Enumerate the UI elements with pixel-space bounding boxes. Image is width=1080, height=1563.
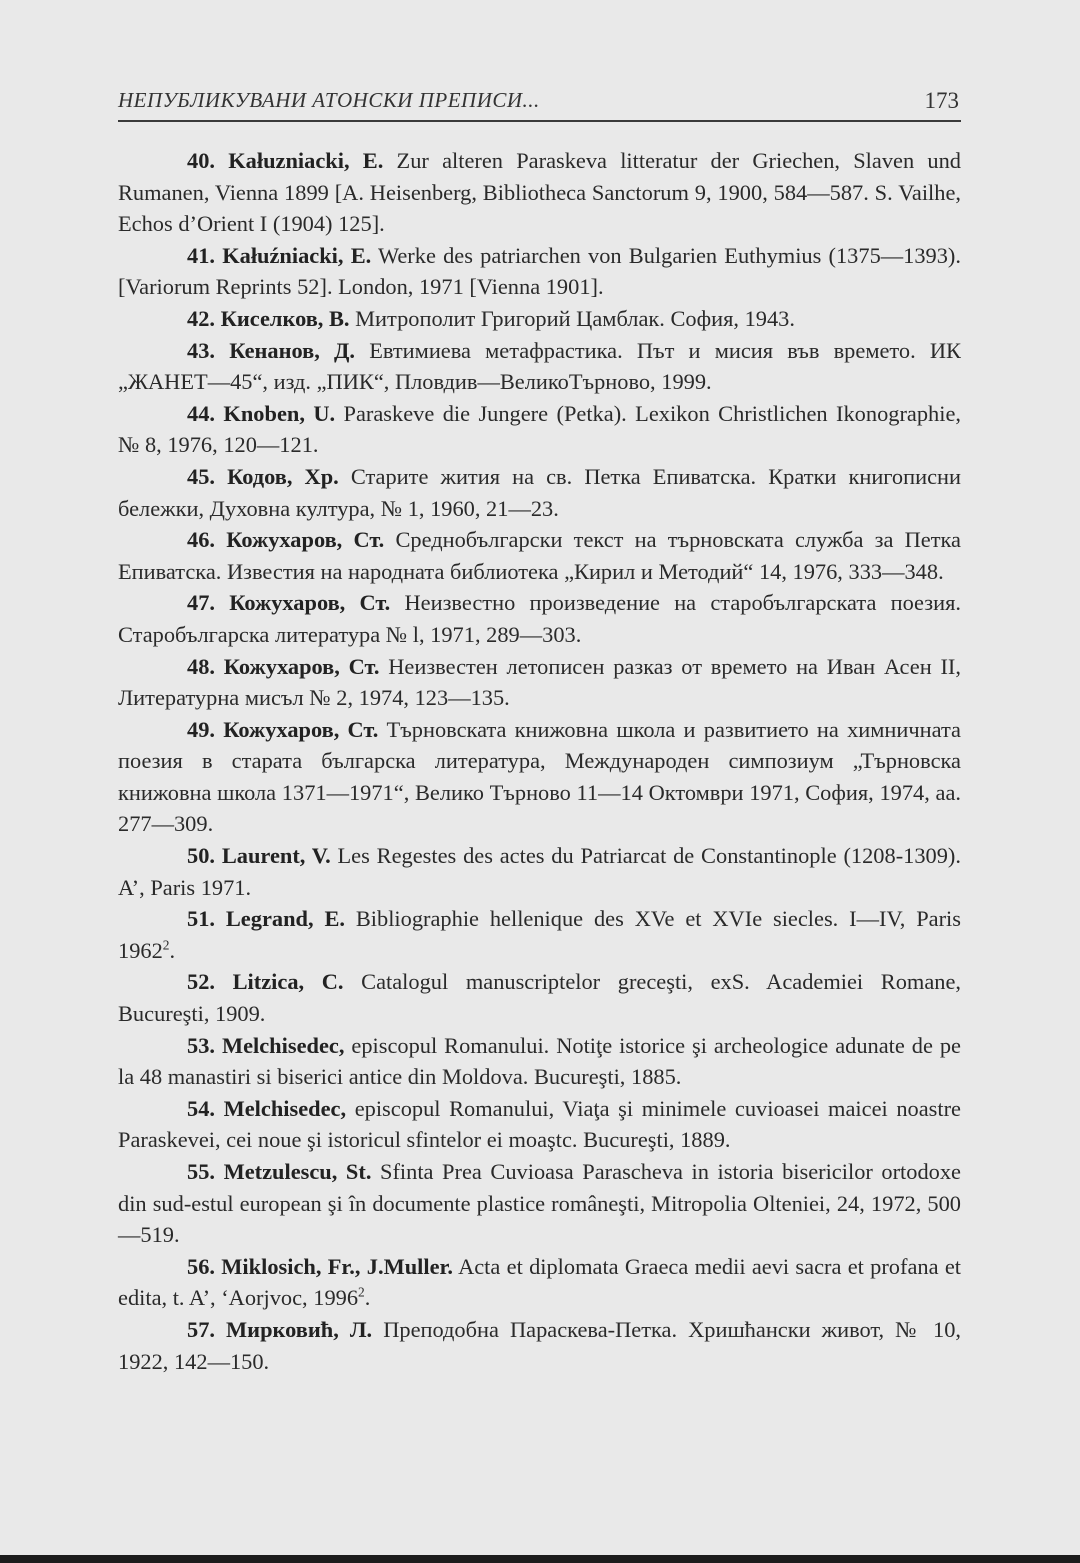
entry-author: Kałuzniacki, E.	[228, 148, 384, 173]
entry-number: 42.	[187, 305, 215, 331]
entry-author: Legrand, E.	[225, 906, 345, 932]
scan-edge-shadow	[0, 1555, 1080, 1563]
entry-number: 51.	[187, 906, 215, 932]
entry-text: Митрополит Григорий Цамблак. София, 1943.	[349, 305, 795, 331]
entry-text: episcopul Romanului. Notiţe istorice şi archeologice adunate de pe la 48 manastiri si biserici antice din Moldova. Bucureşti, 1885.	[118, 1032, 961, 1090]
bibliography-list	[118, 145, 961, 1377]
bibliography-entry	[118, 1030, 961, 1093]
entry-author: Кенанов, Д.	[229, 337, 356, 363]
bibliography-entry	[118, 145, 961, 240]
entry-author: Мирковић, Л.	[226, 1316, 373, 1342]
entry-author: Litzica, C.	[232, 969, 344, 995]
entry-number: 55.	[187, 1159, 215, 1184]
entry-text: Среднобългарски текст на търновската служба за Петка Епиватска. Известия на народната библиотека „Кирил и Методий“ 14, 1976, 333—348.	[118, 527, 961, 584]
entry-text: Неизвестно произведение на старобългарската поезия. Старобългарска литература № l, 1971, 289—303.	[118, 590, 961, 647]
entry-tail: .	[169, 937, 176, 963]
entry-text: Преподобна Параскева-Петка. Хришћански живот, № 10, 1922, 142—150.	[118, 1316, 961, 1374]
entry-text: Werke des patriarchen von Bulgarien Euthymius (1375—1393). [Variorum Reprints 52]. London, 1971 [Vienna 1901].	[118, 242, 961, 300]
bibliography-entry	[118, 903, 961, 966]
entry-text: Acta et diplomata Graeca medii aevi sacra et profana et edita, t. A’, ‘Aorjvoc, 1996	[118, 1253, 961, 1311]
bibliography-entry	[118, 1156, 961, 1251]
entry-number: 53.	[187, 1032, 215, 1058]
entry-text: Евтимиева метафрастика. Път и мисия във времето. ИК „ЖАНЕТ—45“, изд. „ПИК“, Пловдив—ВеликоТърново, 1999.	[118, 337, 961, 395]
bibliography-entry	[118, 524, 961, 587]
entry-number: 41.	[187, 242, 215, 268]
entry-number: 43.	[187, 337, 215, 363]
entry-number: 54.	[187, 1095, 215, 1121]
entry-number: 48.	[187, 653, 215, 679]
entry-text: Paraskeve die Jungere (Petka). Lexikon Christlichen Ikonographie, № 8, 1976, 120—121.	[118, 400, 962, 458]
bibliography-entry	[118, 398, 961, 461]
entry-text: Zur alteren Paraskeva litteratur der Griechen, Slaven und Rumanen, Vienna 1899 [A. Heisenberg, Bibliotheca Sanctorum 9, 1900, 584—587. S. Vailhe, Echos d’Orient I (1904) 125].	[118, 148, 961, 237]
entry-author: Melchisedec,	[221, 1032, 345, 1058]
entry-number: 47.	[187, 590, 215, 616]
entry-text: Les Regestes des actes du Patriarcat de Constantinople (1208-1309). A’, Paris 1971.	[118, 843, 961, 900]
entry-author: Metzulescu, St.	[223, 1159, 372, 1184]
edition-superscript: 2	[358, 1284, 365, 1300]
running-title: НЕПУБЛИКУВАНИ АТОНСКИ ПРЕПИСИ...	[118, 88, 540, 112]
entry-text: episcopul Romanului, Viaţa şi minimele cuvioasei maicei noastre Paraskevei, cei noue şi istoricul sfintelor ei moaştc. Bucureşti, 1889.	[118, 1095, 961, 1153]
entry-text: Bibliographie hellenique des XVe et XVIe siecles. I—IV, Paris 1962	[118, 906, 961, 963]
entry-number: 40.	[187, 148, 215, 173]
bibliography-entry	[118, 1251, 961, 1314]
bibliography-entry	[118, 651, 961, 714]
entry-text: Sfinta Prea Cuvioasa Parascheva in istoria bisericilor ortodoxe din sud-estul european şi în documente plastice româneşti, Mitropolia Olteniei, 24, 1972, 500—519.	[118, 1159, 961, 1248]
entry-number: 45.	[187, 463, 215, 489]
entry-number: 52.	[187, 969, 215, 995]
entry-author: Кожухаров, Ст.	[229, 590, 391, 616]
entry-author: Melchisedec,	[223, 1095, 347, 1121]
entry-number: 49.	[187, 716, 215, 742]
entry-number: 44.	[187, 400, 215, 426]
bibliography-entry	[118, 714, 961, 840]
entry-author: Kałuźniacki, E.	[222, 242, 372, 268]
entry-number: 46.	[187, 527, 215, 553]
bibliography-entry	[118, 461, 961, 524]
bibliography-entry	[118, 303, 961, 335]
bibliography-entry	[118, 966, 961, 1029]
entry-author: Кожухаров, Ст.	[223, 716, 379, 742]
entry-text: Catalogul manuscriptelor greceşti, exS. Academiei Romane, Bucureşti, 1909.	[118, 969, 961, 1027]
bibliography-entry	[118, 240, 961, 303]
entry-number: 56.	[187, 1253, 215, 1279]
page-header	[118, 86, 961, 122]
bibliography-entry	[118, 335, 961, 398]
entry-author: Кодов, Хр.	[227, 463, 339, 489]
entry-author: Knoben, U.	[223, 400, 336, 426]
entry-text: Неизвестен летописен разказ от времето на Иван Асен II, Литературна мисъл № 2, 1974, 123—135.	[118, 653, 961, 711]
entry-author: Кожухаров, Ст.	[226, 527, 385, 553]
entry-text: Търновската книжовна школа и развитието на химничната поезия в старата българска литература, Международен симпозиум „Търновска книжовна школа 1371—1971“, Велико Търново 11—14 Октомври 1971, София, 1974, аа. 277—309.	[118, 716, 961, 837]
entry-author: Laurent, V.	[221, 843, 331, 869]
entry-number: 50.	[187, 843, 215, 869]
entry-author: Кожухаров, Ст.	[223, 653, 380, 679]
entry-number: 57.	[187, 1316, 215, 1342]
entry-author: Miklosich, Fr., J.Muller.	[221, 1253, 454, 1279]
bibliography-entry	[118, 840, 961, 903]
entry-tail: .	[364, 1285, 371, 1311]
bibliography-entry	[118, 587, 961, 650]
bibliography-entry	[118, 1314, 961, 1377]
page-number: 173	[924, 88, 959, 113]
bibliography-entry	[118, 1093, 961, 1156]
entry-author: Киселков, В.	[220, 305, 350, 331]
entry-text: Старите жития на св. Петка Епиватска. Кратки книгописни бележки, Духовна култура, № 1, 1960, 21—23.	[118, 463, 961, 521]
edition-superscript: 2	[162, 937, 170, 953]
